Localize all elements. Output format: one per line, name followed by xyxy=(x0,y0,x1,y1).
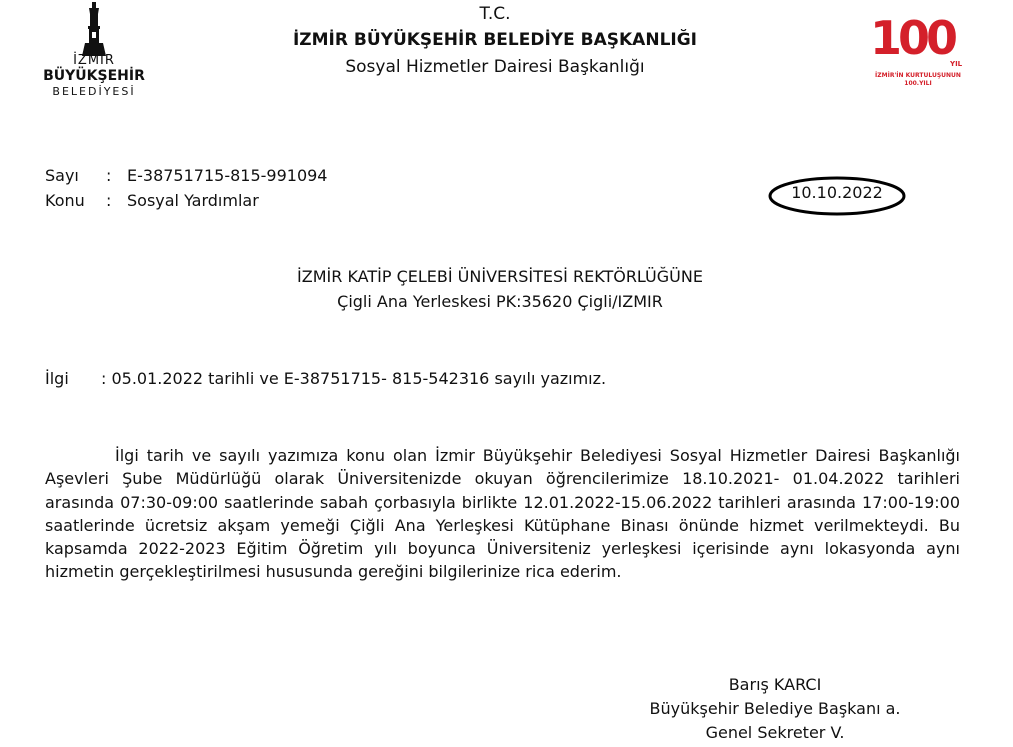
sayi-value: E-38751715-815-991094 xyxy=(127,166,328,185)
konu-separator: : xyxy=(106,191,112,210)
logo-text-izmir: İZMİR xyxy=(73,53,115,68)
header-tc: T.C. xyxy=(479,4,511,24)
anniversary-100-logo xyxy=(868,10,970,90)
header-organization: İZMİR BÜYÜKŞEHİR BELEDİYE BAŞKANLIĞI xyxy=(292,30,697,50)
konu-value: Sosyal Yardımlar xyxy=(127,191,259,210)
ilgi-label: İlgi xyxy=(45,369,69,388)
signature-title-2: Genel Sekreter V. xyxy=(705,723,845,742)
date-stamp xyxy=(768,176,906,216)
document-date: 10.10.2022 xyxy=(791,183,883,202)
signature-name: Barış KARCI xyxy=(728,675,822,694)
ilgi-text: : 05.01.2022 tarihli ve E-38751715- 815-542316 sayılı yazımız. xyxy=(101,369,607,388)
anniversary-number: 100 xyxy=(870,11,955,65)
anniversary-caption-1: İZMİR'İN KURTULUŞUNUN xyxy=(875,72,961,79)
logo-text-belediyesi: BELEDİYESİ xyxy=(52,85,136,98)
logo-text-buyuksehir: BÜYÜKŞEHİR xyxy=(43,68,145,84)
body-paragraph: İlgi tarih ve sayılı yazımıza konu olan İzmir Büyükşehir Belediyesi Sosyal Hizmetler Dairesi Başkanlığı Aşevleri Şube Müdürlüğü olarak Üniversitenizde okuyan öğrencilerimize 18.10.2021- 01.04.2022 tarihleri arasında 07:30-09:00 saatlerinde sabah çorbasıyla birlikte 12.01.2022-15.06.2022 tarihleri arasında 17:00-19:00 saatlerinde ücretsiz akşam yemeği Çiğli Ana Yerleşkesi Kütüphane Binası önünde hizmet verilmekteydi. Bu kapsamda 2022-2023 Eğitim Öğretim yılı boyunca Üniversiteniz yerleşkesi içerisinde aynı lokasyonda aynı hizmetin gerçekleştirilmesi hususunda gereğini bilgilerinize rica ederim. xyxy=(45,446,960,582)
konu-label: Konu xyxy=(45,191,85,210)
sayi-label: Sayı xyxy=(45,166,79,185)
recipient-name: İZMİR KATİP ÇELEBİ ÜNİVERSİTESİ REKTÖRLÜĞÜNE xyxy=(297,267,703,286)
recipient-address: Çigli Ana Yerleskesi PK:35620 Çigli/IZMIR xyxy=(337,292,663,311)
anniversary-yil: YIL xyxy=(950,60,963,68)
sayi-separator: : xyxy=(106,166,112,185)
signature-title-1: Büyükşehir Belediye Başkanı a. xyxy=(649,699,901,718)
anniversary-caption-2: 100.YILI xyxy=(904,80,932,87)
header-department: Sosyal Hizmetler Dairesi Başkanlığı xyxy=(345,57,645,77)
